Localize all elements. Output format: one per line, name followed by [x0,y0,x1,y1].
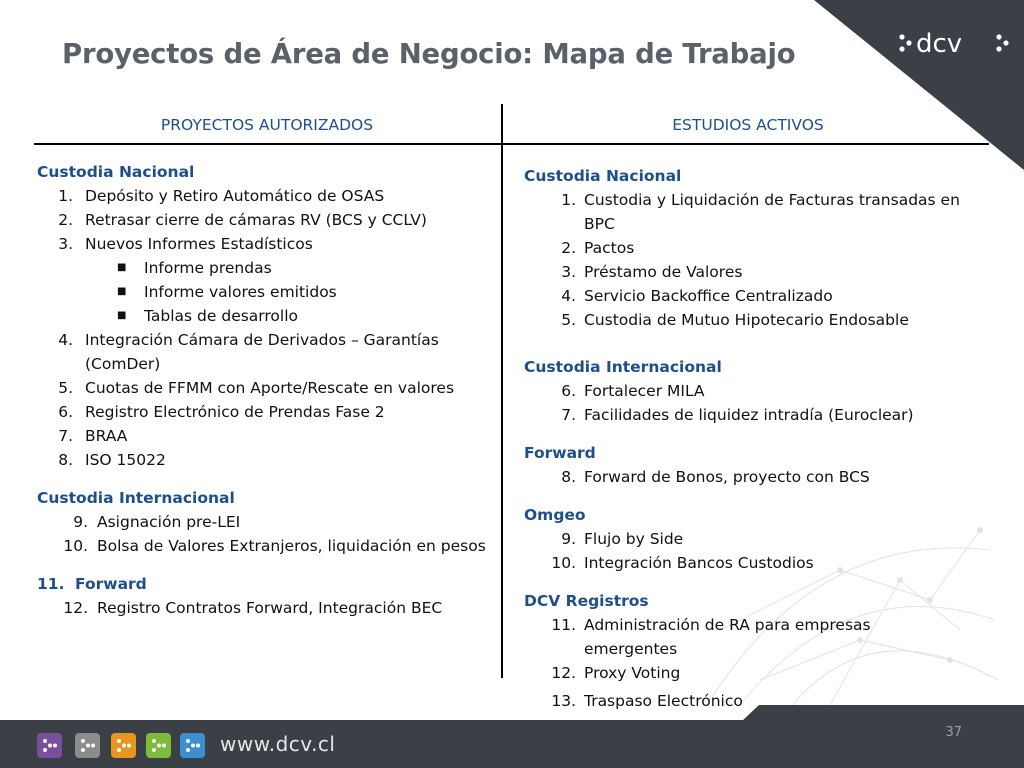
spacer [524,489,994,503]
svg-text:dcv: dcv [916,29,963,58]
item-text: ISO 15022 [85,451,166,469]
bullet-item [37,304,497,328]
item-number: 1. [58,187,73,205]
list-item [524,661,994,685]
bullet-item [37,256,497,280]
spacer [524,575,994,589]
list-item [37,184,497,208]
dots-icon [75,733,100,758]
square-bullet-icon: ■ [117,262,127,273]
header-proyectos-autorizados: PROYECTOS AUTORIZADOS [160,116,374,134]
item-text: Bolsa de Valores Extranjeros, liquidación en pesos [97,537,486,555]
item-text: Administración de RA para empresas emergentes [584,616,871,658]
estudios-activos-list [524,164,994,713]
section-number: 11. [37,575,65,593]
item-text: Facilidades de liquidez intradía (Euroclear) [584,406,914,424]
section-title-custodia-nacional: Custodia Nacional [524,167,682,185]
item-text: Nuevos Informes Estadísticos [85,235,313,253]
list-item [524,465,994,489]
item-number: 4. [561,287,576,305]
list-item [37,376,497,400]
item-number: 8. [58,451,73,469]
item-text: Préstamo de Valores [584,263,743,281]
item-text: Servicio Backoffice Centralizado [584,287,833,305]
square-bullet-icon: ■ [117,286,127,297]
website-link[interactable]: www.dcv.cl [220,732,336,756]
list-item [524,188,994,236]
item-text: Integración Bancos Custodios [584,554,814,572]
item-text: Fortalecer MILA [584,382,705,400]
list-item [37,208,497,232]
dcv-app-icon-orange[interactable] [111,733,136,758]
list-item [524,527,994,551]
dcv-app-icon-gray[interactable] [75,733,100,758]
item-text: Custodia de Mutuo Hipotecario Endosable [584,311,909,329]
section-title-custodia-internacional: Custodia Internacional [37,489,235,507]
header-estudios-activos: ESTUDIOS ACTIVOS [672,116,824,134]
bullet-text: Informe valores emitidos [144,283,337,301]
section-title-omgeo: Omgeo [524,506,586,524]
item-number: 6. [561,382,576,400]
item-number: 5. [58,379,73,397]
item-number: 4. [58,331,73,349]
item-number: 9. [561,530,576,548]
bullet-text: Tablas de desarrollo [144,307,299,325]
spacer [37,558,497,572]
item-text: Integración Cámara de Derivados – Garantías (ComDer) [85,331,439,373]
item-number: 10. [63,537,88,555]
list-item [524,260,994,284]
page-number: 37 [945,725,962,740]
item-number: 7. [561,406,576,424]
item-number: 7. [58,427,73,445]
list-item [524,551,994,575]
item-number: 12. [551,664,576,682]
dots-icon [146,733,171,758]
spacer [524,332,994,355]
section-title-forward: Forward [524,444,596,462]
footer-notch [742,705,1024,721]
item-number: 2. [58,211,73,229]
item-text: Traspaso Electrónico [584,692,743,710]
item-text: Asignación pre-LEI [97,513,241,531]
item-number: 2. [561,239,576,257]
section-title-forward [37,572,497,596]
list-item [37,448,497,472]
item-text: Cuotas de FFMM con Aporte/Rescate en valores [85,379,455,397]
section-title-dcv-registros: DCV Registros [524,592,649,610]
list-item [524,308,994,332]
item-text: Registro Contratos Forward, Integración BEC [97,599,443,617]
item-text: BRAA [85,427,128,445]
list-item [524,236,994,260]
list-item [524,379,994,403]
list-item [37,424,497,448]
item-number: 12. [63,599,88,617]
item-text: Proxy Voting [584,664,681,682]
square-bullet-icon: ■ [117,310,127,321]
spacer [37,472,497,486]
item-number: 13. [551,692,576,710]
item-text: Registro Electrónico de Prendas Fase 2 [85,403,385,421]
section-title-custodia-nacional: Custodia Nacional [37,163,195,181]
list-item [37,596,497,620]
item-number: 6. [58,403,73,421]
bullet-item [37,280,497,304]
spacer [524,427,994,441]
item-text: Flujo by Side [584,530,684,548]
section-title-text: Forward [75,575,147,593]
bullet-text: Informe prendas [144,259,272,277]
item-number: 8. [561,468,576,486]
item-number: 3. [561,263,576,281]
item-text: Pactos [584,239,635,257]
dcv-logo [898,28,1010,58]
item-number: 3. [58,235,73,253]
item-text: Forward de Bonos, proyecto con BCS [584,468,870,486]
proyectos-autorizados-list [37,160,497,620]
list-item [524,284,994,308]
item-number: 1. [561,191,576,209]
list-item [524,613,994,661]
list-item [37,510,497,534]
list-item [37,534,497,558]
dots-icon [111,733,136,758]
item-text: Custodia y Liquidación de Facturas transadas en BPC [584,191,960,233]
list-item [37,328,497,376]
page-title: Proyectos de Área de Negocio: Mapa de Trabajo [62,38,796,70]
list-item [524,403,994,427]
item-text: Retrasar cierre de cámaras RV (BCS y CCLV) [85,211,427,229]
dcv-app-icon-blue[interactable] [180,733,205,758]
item-text: Depósito y Retiro Automático de OSAS [85,187,385,205]
item-number: 5. [561,311,576,329]
item-number: 11. [551,616,576,634]
list-item [37,400,497,424]
dots-icon [180,733,205,758]
dcv-app-icon-green[interactable] [146,733,171,758]
item-number: 9. [73,513,88,531]
item-number: 10. [551,554,576,572]
dcv-app-icon-purple[interactable] [37,733,62,758]
dots-icon [37,733,62,758]
header-divider [34,143,989,145]
list-item [37,232,497,256]
section-title-custodia-internacional: Custodia Internacional [524,358,722,376]
column-divider [501,104,503,678]
